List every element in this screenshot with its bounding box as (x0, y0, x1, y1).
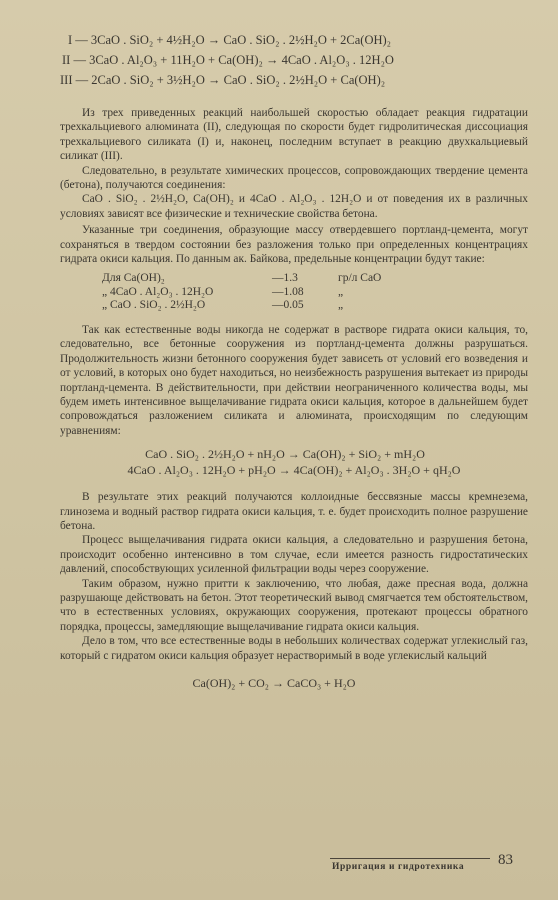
equation-silicate: CaO . SiO₂ . 2½H₂O + nH₂O → Ca(OH)₂ + SiO₂ + mH₂O (145, 447, 425, 462)
concentration-unit: гр/л CaO (338, 272, 382, 285)
page-footer (330, 852, 530, 882)
paragraph-reaction-rates: Из трех приведенных реакций наибольшей скоростью обладает реакция гидратации трехкальциевого алюмината (II), следующая по скорости будет гидролитическая диссоциация трехкальциевого силиката (I) и, наконец, последним вступает в реакцию двухкальциевый силикат (III). (60, 107, 528, 163)
journal-title: Ирригация и гидротехника (332, 862, 465, 872)
reaction-i: I — 3CaO . SiO₂ + 4½H₂O → CaO . SiO₂ . 2½H₂O + 2Ca(OH)₂ (68, 33, 392, 47)
concentration-row (102, 299, 381, 313)
concentration-label: Для Ca(OH)₂ (102, 272, 165, 285)
paragraph-carbon-dioxide: Дело в том, что все естественные воды в небольших количествах содержат углекислый газ, который с гидратом окиси кальция образует нерастворимый в воде углекислый кальций (60, 635, 528, 662)
concentration-label: „ CaO . SiO₂ . 2½H₂O (102, 299, 206, 312)
paragraph-result: В результате этих реакций получаются коллоидные бессвязные массы кремнезема, глинозема и водный раствор гидрата окиси кальция, т. е. будет происходить полное разрушение бетона. (60, 491, 528, 533)
footer-rule (330, 858, 490, 859)
paragraph-compounds: CaO . SiO₂ . 2½H₂O, Ca(OH)₂ и 4CaO . Al₂O₃ . 12H₂O и от поведения их в различных условиях зависят все физические и технические свойства бетона. (60, 193, 528, 220)
paragraph-natural-waters: Так как естественные воды никогда не содержат в растворе гидрата окиси кальция, то, следовательно, все бетонные сооружения из портланд-цемента должны разрушаться. Продолжительность жизни бетонного сооружения будет зависеть от условий его возведения и от условий, в которых оно будет находиться, но неизбежность разрушения вытекает из природы портланд-цемента. В действительности, при действии неограниченного количества воды, мы будем иметь интенсивное выщелачивание гидрата окиси кальция, которое в дальнейшем будет сопровождаться разложением силиката и алюмината, происходящим по следующим уравнениям: (60, 323, 528, 437)
equation-aluminate: 4CaO . Al₂O₃ . 12H₂O + pH₂O → 4Ca(OH)₂ + Al₂O₃ . 3H₂O + qH₂O (127, 463, 461, 478)
leaching-equations (60, 446, 528, 478)
paragraph-consequently: Следовательно, в результате химических процессов, сопровождающих твердение цемента (бетона), получаются соединения: (60, 164, 528, 192)
concentration-unit: „ (338, 285, 344, 298)
paragraph-conclusion: Таким образом, нужно притти к заключению, что любая, даже пресная вода, должна разрушающе действовать на бетон. Этот теоретический вывод смягчается тем обстоятельством, что в естественных условиях, окружающих сооружения, протекают процессы обратного порядка, процессы, замедляющие выщелачивание гидрата окиси кальция. (60, 577, 528, 633)
concentration-value: —1.3 (272, 272, 298, 285)
page-number: 83 (498, 852, 513, 868)
concentration-value: —0.05 (272, 299, 304, 312)
concentration-value: —1.08 (272, 285, 304, 298)
concentration-label: „ 4CaO . Al₂O₃ . 12H₂O (102, 285, 214, 298)
reaction-list (60, 30, 528, 90)
reaction-iii: III — 2CaO . SiO₂ + 3½H₂O → CaO . SiO₂ . 2½H₂O + Ca(OH)₂ (60, 73, 386, 87)
concentration-table (102, 272, 381, 313)
concentration-row (102, 272, 381, 286)
reaction-ii: II — 3CaO . Al₂O₃ + 11H₂O + Ca(OH)₂ → 4CaO . Al₂O₃ . 12H₂O (62, 53, 394, 67)
paragraph-leaching-process: Процесс выщелачивания гидрата окиси кальция, а следовательно и разрушения бетона, происходит особенно интенсивно в том случае, если имеется разность гидростатических давлений, способствующих усиленной фильтрации воды через сооружение. (60, 534, 528, 576)
concentration-row (102, 286, 381, 300)
equation-carbonation: Ca(OH)₂ + CO₂ → CaCO₃ + H₂O (192, 676, 356, 691)
paragraph-stability: Указанные три соединения, образующие массу отвердевшего портланд-цемента, могут сохраняться в твердом состоянии без разложения только при определенных концентрациях гидрата окиси кальция. По данным ак. Байкова, предельные концентрации будут такие: (60, 224, 528, 266)
concentration-unit: „ (338, 299, 344, 312)
